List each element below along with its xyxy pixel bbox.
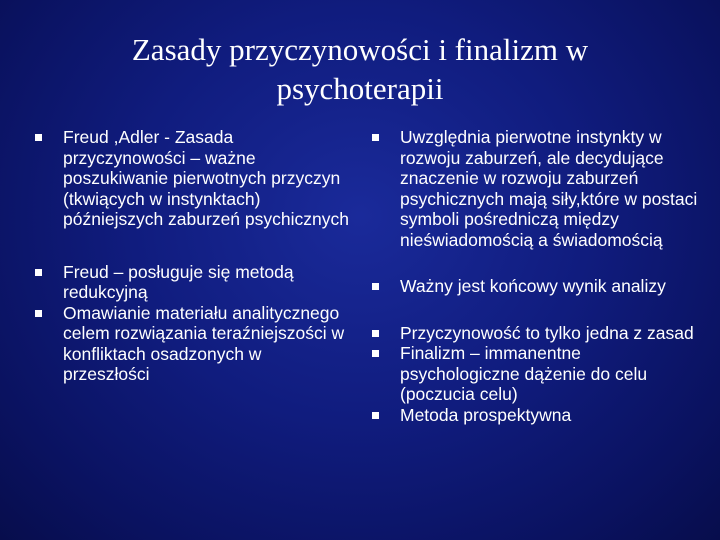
bullet-item (35, 303, 350, 385)
left-column (35, 127, 350, 385)
bullet-item (372, 405, 702, 426)
bullet-text: Omawianie materiału analitycznego celem rozwiązania teraźniejszości w konfliktach osadzonych w przeszłości (63, 302, 345, 384)
right-column (372, 127, 702, 425)
bullet-item (35, 127, 350, 230)
bullet-text: Uwzględnia pierwotne instynkty w rozwoju zaburzeń, ale decydujące znaczenie w rozwoju zaburzeń psychicznych mają siły,które w postaci symboli pośredniczą między nieświadomością a świadomością (400, 127, 698, 250)
square-bullet-icon (372, 350, 379, 357)
slide-title (40, 30, 680, 108)
slide-title-line-1: Zasady przyczynowości i finalizm w (131, 32, 589, 67)
bullet-text: Przyczynowość to tylko jedna z zasad (400, 322, 694, 343)
bullet-text: Freud – posługuje się metodą redukcyjną (63, 261, 294, 302)
bullet-text: Metoda prospektywna (400, 404, 572, 425)
square-bullet-icon (372, 330, 379, 337)
square-bullet-icon (372, 134, 379, 141)
bullet-item (372, 276, 702, 297)
square-bullet-icon (372, 412, 379, 419)
bullet-item (35, 262, 350, 303)
slide-title-line-2: psychoterapii (276, 71, 444, 106)
bullet-item (372, 323, 702, 344)
bullet-item (372, 343, 702, 405)
square-bullet-icon (372, 283, 379, 290)
bullet-text: Freud ,Adler - Zasada przyczynowości – ważne poszukiwanie pierwotnych przyczyn (tkwiących w instynktach) późniejszych zaburzeń psychicznych (63, 127, 349, 229)
square-bullet-icon (35, 310, 42, 317)
square-bullet-icon (35, 269, 42, 276)
bullet-text: Finalizm – immanentne psychologiczne dążenie do celu (poczucia celu) (400, 343, 648, 404)
bullet-item (372, 127, 702, 250)
bullet-text: Ważny jest końcowy wynik analizy (400, 276, 666, 296)
square-bullet-icon (35, 134, 42, 141)
